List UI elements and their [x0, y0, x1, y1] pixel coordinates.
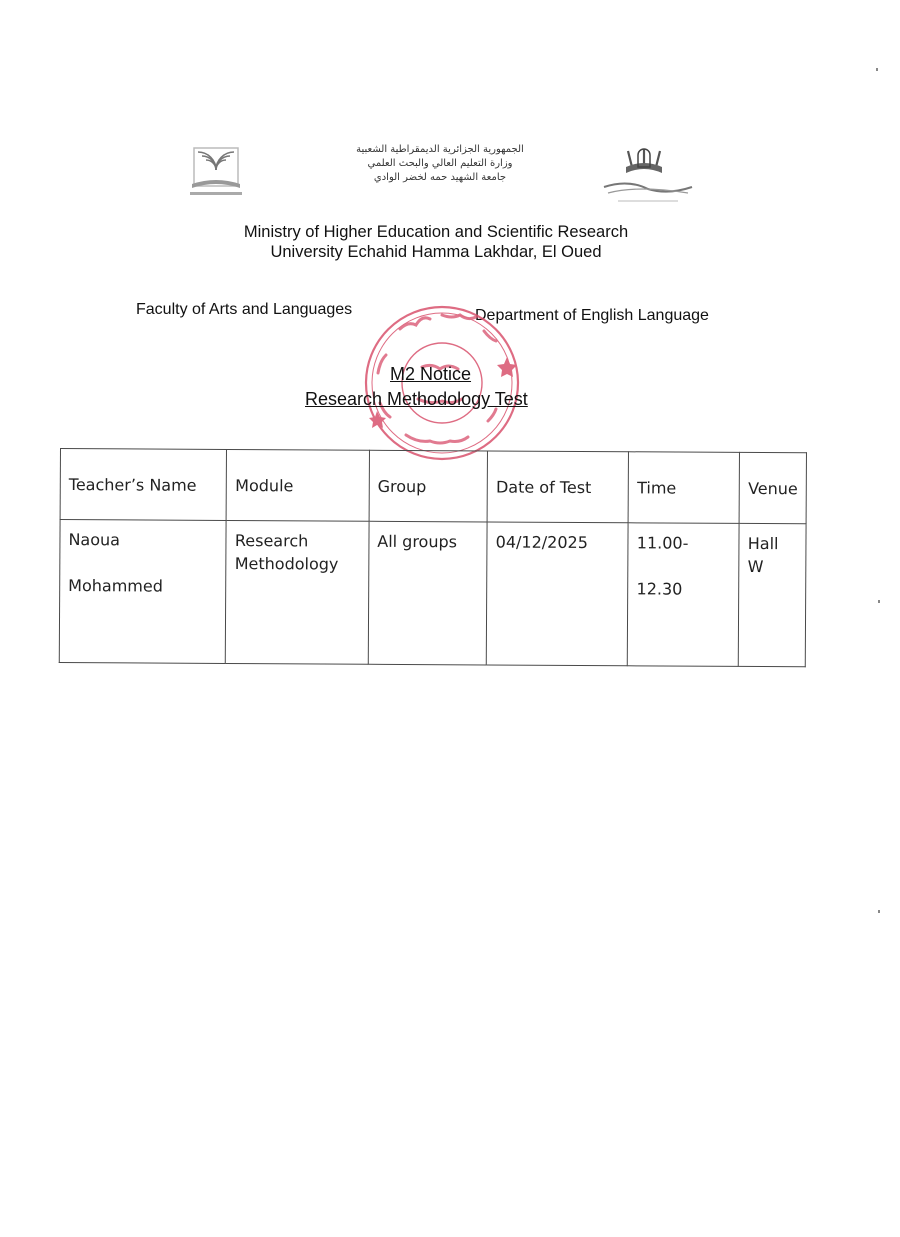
teacher-first-name: Naoua [68, 530, 121, 550]
teacher-cell [59, 520, 226, 664]
column-header-teacher: Teacher’s Name [60, 449, 227, 521]
test-title: Research Methodology Test [305, 389, 528, 409]
faculty-name: Faculty of Arts and Languages [136, 301, 353, 318]
department-name: Department of English Language [475, 307, 709, 324]
column-header-date: Date of Test [487, 451, 629, 523]
venue-cell: Hall W [739, 523, 806, 666]
module-line-2: Methodology [234, 554, 339, 574]
table-row [59, 520, 806, 667]
ministry-name: Ministry of Higher Education and Scientific Research [243, 223, 629, 241]
time-cell [628, 523, 740, 667]
faculty-logo [598, 145, 696, 207]
arabic-line-university: جامعة الشهيد حمه لخضر الوادي [373, 172, 507, 183]
institution-header [0, 222, 872, 262]
scan-speck [876, 68, 878, 71]
scan-speck [878, 910, 880, 913]
date-cell: 04/12/2025 [486, 522, 628, 666]
time-start: 11.00- [636, 533, 689, 553]
column-header-group: Group [369, 450, 488, 522]
column-header-venue: Venue [739, 452, 806, 523]
scan-speck [878, 600, 880, 603]
university-logo [180, 138, 252, 200]
table-header-row [60, 449, 806, 524]
arabic-header [330, 143, 550, 185]
time-end: 12.30 [636, 579, 683, 599]
schedule-table [59, 448, 807, 667]
column-header-module: Module [227, 449, 370, 521]
arabic-line-ministry: وزارة التعليم العالي والبحث العلمي [367, 158, 513, 169]
module-cell [226, 520, 369, 664]
column-header-time: Time [628, 452, 739, 524]
university-name: University Echahid Hamma Lakhdar, El Oued [270, 243, 602, 261]
notice-title: M2 Notice [390, 364, 472, 384]
arabic-line-republic: الجمهورية الجزائرية الديمقراطية الشعبية [356, 144, 524, 155]
module-line-1: Research [234, 531, 309, 551]
teacher-last-name: Mohammed [68, 576, 163, 596]
group-cell: All groups [368, 521, 487, 665]
